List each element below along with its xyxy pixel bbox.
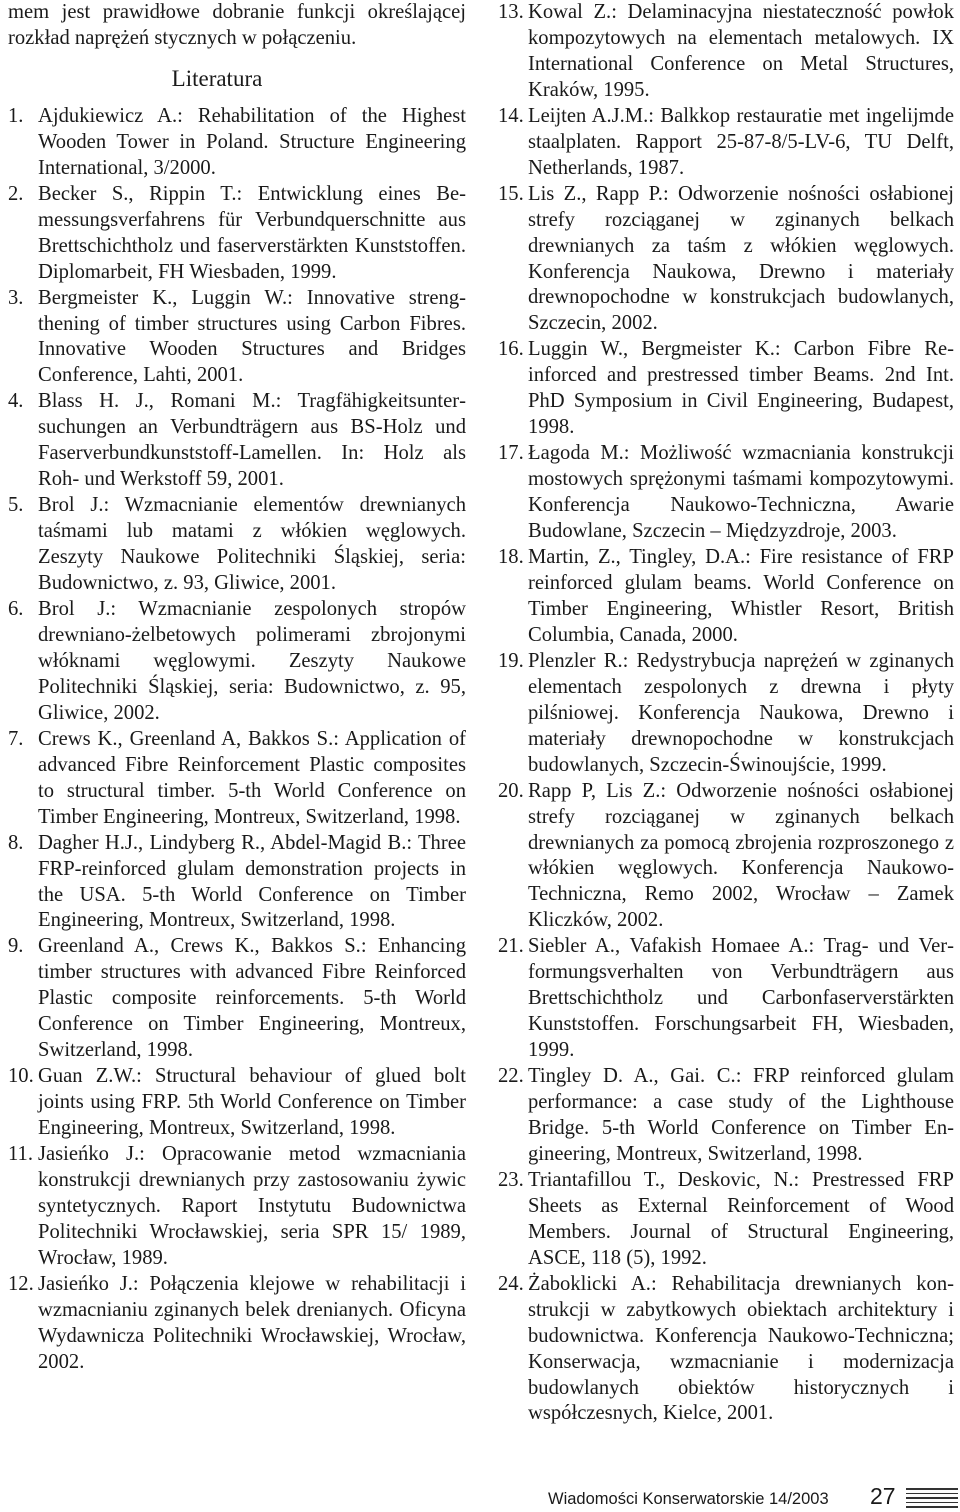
reference-item bbox=[498, 545, 954, 649]
page-footer bbox=[548, 1483, 958, 1512]
reference-text: Tingley D. A., Gai. C.: FRP reinforced glulam performance: a case study of the Lighthouse Bridge. 5-th World Conference on Timber Engineering, Montreux, Switzerland, 1998. bbox=[528, 1065, 954, 1165]
reference-number: 9. bbox=[8, 935, 24, 958]
reference-text: Kowal Z.: Delaminacyjna niestateczność powłok kompozytowych na elementach metalowych. IX International Conference on Metal Structures, Kraków, 1995. bbox=[528, 1, 954, 101]
reference-text: Lis Z., Rapp P.: Odworzenie nośności osłabionej strefy rozciąganej w zginanych belkach drewnianych za taśm z włókien węglowych. Konferencja Naukowa, Drewno i materiały drewnopochodne w konstrukcjach budowlanych, Szczecin, 2002. bbox=[528, 182, 954, 335]
reference-item bbox=[498, 0, 954, 104]
reference-number: 19. bbox=[498, 649, 524, 672]
reference-text: Martin, Z., Tingley, D.A.: Fire resistance of FRP reinforced glulam beams. World Conference on Timber Engineering, Whistler Resort, British Columbia, Canada, 2000. bbox=[528, 546, 954, 646]
reference-list-left bbox=[8, 104, 466, 1376]
reference-number: 18. bbox=[498, 546, 524, 569]
reference-number: 17. bbox=[498, 442, 524, 465]
reference-text: Dagher H.J., Lindyberg R., Abdel-Magid B.: Three FRP-reinforced glulam demonstration projects in the USA. 5-th World Conference on Timber Engineering, Montreux, Switzerland, 1998. bbox=[38, 831, 466, 932]
journal-title: Wiadomości Konserwatorskie 14/2003 bbox=[548, 1490, 829, 1508]
reference-text: Bergmeister K., Luggin W.: Innovative strengthening of timber structures using Carbon Fibres. Innovative Wooden Structures and Bridges Conference, Lahti, 2001. bbox=[38, 286, 466, 387]
reference-item bbox=[498, 779, 954, 935]
reference-item bbox=[8, 1064, 466, 1142]
reference-item bbox=[498, 104, 954, 182]
reference-text: Rapp P, Lis Z.: Odworzenie nośności osłabionej strefy rozciąganej w zginanych belkach drewnianych za pomocą zbrojenia rozproszonego z włókien węglowych. Konferencja Naukowo-Techniczna, Remo 2002, Wrocław – Zamek Kliczków, 2002. bbox=[528, 779, 954, 932]
reference-text: Triantafillou T., Deskovic, N.: Prestressed FRP Sheets as External Reinforcement of Wood Members. Journal of Structural Engineering, ASCE, 118 (5), 1992. bbox=[528, 1168, 954, 1269]
reference-number: 11. bbox=[8, 1143, 33, 1166]
reference-number: 10. bbox=[8, 1065, 34, 1088]
reference-text: Żaboklicki A.: Rehabilitacja drewnianych konstrukcji w zabytkowych obiektach architektury i budownictwa. Konferencja Naukowo-Techniczna; Konserwacja, wzmacnianie i modernizacja budowlanych obiektów historycznych i współczesnych, Kielce, 2001. bbox=[528, 1272, 954, 1425]
reference-item bbox=[8, 727, 466, 831]
reference-number: 23. bbox=[498, 1168, 524, 1191]
reference-text: Leijten A.J.M.: Balkkop restauratie met ingelijmde staalplaten. Rapport 25-87-8/5-LV-6, TU Delft, Netherlands, 1987. bbox=[528, 104, 954, 179]
reference-text: Jasieńko J.: Opracowanie metod wzmacniania konstrukcji drewnianych przy zastosowaniu żywic syntetycznych. Raport Instytutu Budownictwa Politechniki Wrocławskiej, seria SPR 15/ 1989, Wrocław, 1989. bbox=[38, 1143, 466, 1269]
reference-item bbox=[8, 104, 466, 182]
reference-number: 3. bbox=[8, 286, 24, 309]
reference-number: 21. bbox=[498, 935, 524, 958]
reference-text: Luggin W., Bergmeister K.: Carbon Fibre Reinforced and prestressed timber Beams. 2nd Int. PhD Symposium in Civil Engineering, Budapest, 1998. bbox=[528, 338, 954, 439]
decorative-rules bbox=[906, 1488, 958, 1511]
reference-text: Plenzler R.: Redystrybucja naprężeń w zginanych elementach zespolonych z drewna i płyty pilśniowej. Konferencja Naukowa, Drewno i materiały drewnopochodne w konstrukcjach budowlanych, Szczecin-Świnoujście, 1999. bbox=[528, 649, 954, 776]
reference-item bbox=[498, 441, 954, 545]
reference-number: 8. bbox=[8, 831, 24, 854]
reference-item bbox=[8, 286, 466, 390]
reference-item bbox=[8, 1272, 466, 1376]
reference-item bbox=[498, 649, 954, 779]
page-number: 27 bbox=[870, 1483, 896, 1509]
reference-text: Blass H. J., Romani M.: Tragfähigkeitsuntersuchungen an Verbundträgern aus BS-Holz und Faserverbundkunststoff-Lamellen. In: Holz als Roh- und Werkstoff 59, 2001. bbox=[38, 390, 466, 491]
reference-item bbox=[8, 493, 466, 597]
reference-number: 14. bbox=[498, 104, 524, 127]
reference-item bbox=[498, 1064, 954, 1168]
reference-item bbox=[8, 831, 466, 935]
reference-number: 7. bbox=[8, 727, 24, 750]
left-column bbox=[8, 0, 466, 1376]
reference-number: 16. bbox=[498, 338, 524, 361]
reference-item bbox=[498, 934, 954, 1064]
reference-item bbox=[8, 1142, 466, 1272]
reference-text: Becker S., Rippin T.: Entwicklung eines Bemessungsverfahrens für Verbundquerschnitte aus Brettschichtholz und faserverstärkten Kunststoffen. Diplomarbeit, FH Wiesbaden, 1999. bbox=[38, 182, 466, 283]
reference-text: Łagoda M.: Możliwość wzmacniania konstrukcji mostowych sprężonymi taśmami kompozytowymi. Konferencja Naukowo-Techniczna, Awarie Budowlane, Szczecin – Międzyzdroje, 2003. bbox=[528, 442, 954, 543]
right-column bbox=[498, 0, 954, 1427]
reference-item bbox=[498, 182, 954, 338]
reference-item bbox=[8, 934, 466, 1064]
reference-text: Brol J.: Wzmacnianie elementów drewnianych taśmami lub matami z włókien węglowych. Zeszyty Naukowe Politechniki Śląskiej, seria: Budownictwo, z. 93, Gliwice, 2001. bbox=[38, 494, 466, 595]
reference-text: Crews K., Greenland A, Bakkos S.: Application of advanced Fibre Reinforcement Plastic composites to structural timber. 5-th World Conference on Timber Engineering, Montreux, Switzerland, 1998. bbox=[38, 727, 466, 828]
reference-item bbox=[498, 337, 954, 441]
reference-text: Jasieńko J.: Połączenia klejowe w rehabilitacji i wzmacnianiu zginanych belek drenianych. Oficyna Wydawnicza Politechniki Wrocławskiej, Wrocław, 2002. bbox=[38, 1272, 466, 1373]
reference-number: 20. bbox=[498, 779, 524, 802]
reference-number: 6. bbox=[8, 598, 24, 621]
section-heading: Literatura bbox=[171, 65, 263, 91]
reference-number: 24. bbox=[498, 1272, 524, 1295]
reference-text: Ajdukiewicz A.: Rehabilitation of the Highest Wooden Tower in Poland. Structure Engineering International, 3/2000. bbox=[38, 104, 466, 179]
reference-text: Greenland A., Crews K., Bakkos S.: Enhancing timber structures with advanced Fibre Reinforced Plastic composite reinforcements. 5-th World Conference on Timber Engineering, Montreux, Switzerland, 1998. bbox=[38, 935, 466, 1062]
reference-number: 5. bbox=[8, 494, 24, 517]
reference-item bbox=[8, 182, 466, 286]
reference-item bbox=[498, 1168, 954, 1272]
reference-item bbox=[8, 389, 466, 493]
reference-item bbox=[8, 597, 466, 727]
reference-number: 4. bbox=[8, 390, 24, 413]
reference-number: 15. bbox=[498, 182, 524, 205]
reference-number: 2. bbox=[8, 182, 24, 205]
reference-number: 13. bbox=[498, 1, 524, 23]
reference-list-right bbox=[498, 0, 954, 1427]
reference-number: 22. bbox=[498, 1065, 524, 1088]
reference-item bbox=[498, 1272, 954, 1428]
reference-text: Guan Z.W.: Structural behaviour of glued bolt joints using FRP. 5th World Conference on Timber Engineering, Montreux, Switzerland, 1998. bbox=[38, 1065, 466, 1140]
intro-paragraph: mem jest prawidłowe dobranie funkcji określającej rozkład naprężeń stycznych w połączeniu. bbox=[8, 1, 466, 49]
reference-number: 12. bbox=[8, 1272, 34, 1295]
reference-text: Brol J.: Wzmacnianie zespolonych stropów drewniano-żelbetowych polimerami zbrojonymi włóknami węglowymi. Zeszyty Naukowe Politechniki Śląskiej, seria: Budownictwo, z. 95, Gliwice, 2002. bbox=[38, 598, 466, 724]
reference-text: Siebler A., Vafakish Homaee A.: Trag- und Verformungsverhalten von Verbundträgern aus Brettschichtholz und Carbonfaserverstärkten Kunststoffen. Forschungsarbeit FH, Wiesbaden, 1999. bbox=[528, 935, 954, 1062]
reference-number: 1. bbox=[8, 104, 24, 127]
